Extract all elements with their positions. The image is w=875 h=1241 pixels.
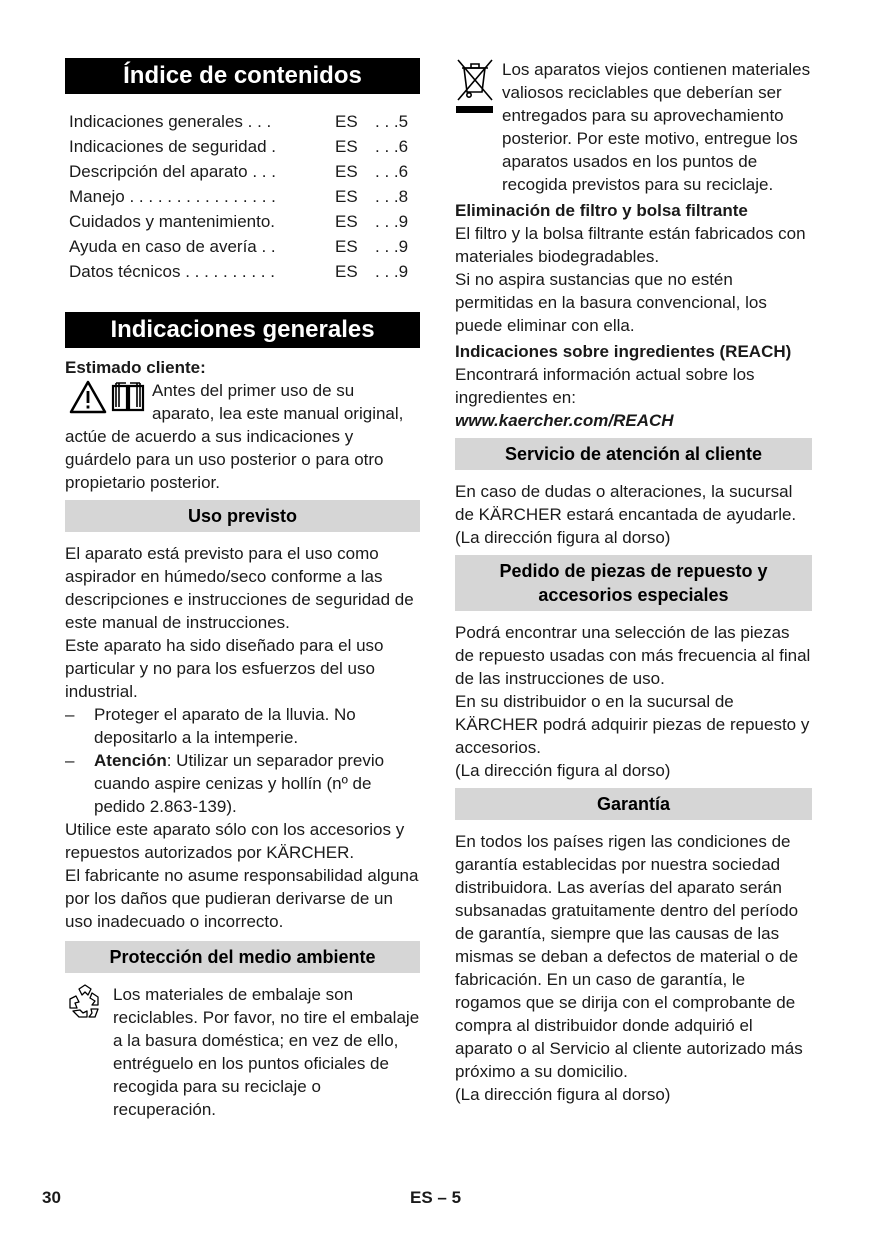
toc-page: . . .6 — [375, 137, 409, 156]
toc-lang: ES — [335, 262, 358, 281]
toc-row[interactable] — [69, 184, 420, 209]
toc-lang: ES — [335, 237, 358, 256]
toc-row[interactable] — [69, 234, 420, 259]
warranty-p2: (La dirección figura al dorso) — [455, 1085, 671, 1104]
toc-page: . . .9 — [375, 212, 409, 231]
bullet-dash: – — [65, 705, 75, 724]
toc-row[interactable] — [69, 259, 420, 284]
toc-label: Indicaciones de seguridad . — [69, 137, 276, 156]
environment-title: Protección del medio ambiente — [65, 941, 420, 973]
bullet-text — [94, 749, 420, 818]
toc-page: . . .8 — [375, 187, 409, 206]
toc-label: Manejo . . . . . . . . . . . . . . . . — [69, 187, 276, 206]
toc-label: Cuidados y mantenimiento. — [69, 212, 276, 231]
intended-use-title: Uso previsto — [65, 500, 420, 532]
list-item — [65, 703, 420, 749]
weee-bin-icon — [455, 58, 502, 196]
toc-row[interactable] — [69, 209, 420, 234]
reach-title: Indicaciones sobre ingredientes (REACH) — [455, 342, 792, 361]
parts-p3: (La dirección figura al dorso) — [455, 761, 671, 780]
intro-block — [65, 379, 420, 494]
reach-link[interactable]: www.kaercher.com/REACH — [455, 411, 674, 430]
filter-title: Eliminación de filtro y bolsa filtrante — [455, 201, 748, 220]
intended-use-p2: Este aparato ha sido diseñado para el uso particular y no para los esfuerzos del uso industrial. — [65, 636, 384, 701]
intended-use-p1: El aparato está previsto para el uso como aspirador en húmedo/seco conforme a las descripciones e instrucciones de seguridad de este manual de instrucciones. — [65, 544, 414, 632]
toc-label: Indicaciones generales . . . — [69, 112, 272, 131]
toc-lang: ES — [335, 212, 358, 231]
toc-label: Datos técnicos . . . . . . . . . . — [69, 262, 275, 281]
toc-lang: ES — [335, 112, 358, 131]
intended-use-p4: El fabricante no asume responsabilidad alguna por los daños que pudieran derivarse de un uso inadecuado o incorrecto. — [65, 866, 419, 931]
toc-lang: ES — [335, 187, 358, 206]
section-page: – 5 — [437, 1188, 462, 1207]
service-p2: (La dirección figura al dorso) — [455, 528, 671, 547]
bullet-text: Proteger el aparato de la lluvia. No depositarlo a la intemperie. — [94, 705, 356, 747]
parts-p1: Podrá encontrar una selección de las piezas de repuesto usadas con más frecuencia al final de las instrucciones de uso. — [455, 623, 811, 688]
parts-title: Pedido de piezas de repuesto y accesorios especiales — [455, 555, 812, 611]
attention-label: Atención — [94, 751, 167, 770]
weee-block — [455, 58, 812, 196]
toc-page: . . .9 — [375, 262, 409, 281]
toc-label: Descripción del aparato . . . — [69, 162, 276, 181]
right-column — [455, 58, 812, 1106]
filter-p1: El filtro y la bolsa filtrante están fabricados con materiales biodegradables. — [455, 224, 806, 266]
intended-use-p3: Utilice este aparato sólo con los accesorios y repuestos autorizados por KÄRCHER. — [65, 820, 405, 862]
toc-lang: ES — [335, 137, 358, 156]
intro-text: Antes del primer uso de su aparato, lea este manual original, actúe de acuerdo a sus indicaciones y guárdelo para un uso posterior o para otro propietario posterior. — [65, 381, 404, 492]
bullet-dash: – — [65, 751, 75, 770]
toc-label: Ayuda en caso de avería . . — [69, 237, 276, 256]
intro-icons — [69, 380, 146, 414]
toc-title: Índice de contenidos — [65, 58, 420, 94]
toc-lang: ES — [335, 162, 358, 181]
recycle-block — [65, 983, 420, 1121]
page-number: 30 — [42, 1188, 61, 1207]
section-code: ES — [410, 1188, 433, 1207]
toc-row[interactable] — [69, 159, 420, 184]
left-column — [65, 58, 420, 1121]
attention-text: : Utilizar un separador previo cuando aspire cenizas y hollín (nº de pedido 2.863-139). — [94, 751, 385, 816]
recycle-icon — [65, 983, 113, 1121]
section-footer — [410, 1186, 461, 1209]
list-item — [65, 749, 420, 818]
parts-p2: En su distribuidor o en la sucursal de KÄRCHER podrá adquirir piezas de repuesto y accesorios. — [455, 692, 810, 757]
toc-row[interactable] — [69, 109, 420, 134]
greeting: Estimado cliente: — [65, 358, 206, 377]
warranty-title: Garantía — [455, 788, 812, 820]
toc-row[interactable] — [69, 134, 420, 159]
toc-page: . . .5 — [375, 112, 409, 131]
service-p1: En caso de dudas o alteraciones, la sucursal de KÄRCHER estará encantada de ayudarle. — [455, 482, 797, 524]
warning-triangle-icon — [69, 380, 107, 414]
reach-text: Encontrará información actual sobre los ingredientes en: — [455, 365, 755, 407]
recycle-text: Los materiales de embalaje son reciclables. Por favor, no tire el embalaje a la basura doméstica; en vez de ello, entréguelo en los puntos oficiales de recogida para su reciclaje o recuperación. — [113, 985, 420, 1119]
general-title: Indicaciones generales — [65, 312, 420, 348]
toc-page: . . .6 — [375, 162, 409, 181]
toc-page: . . .9 — [375, 237, 409, 256]
filter-p2: Si no aspira sustancias que no estén permitidas en la basura convencional, los puede eliminar con ella. — [455, 270, 767, 335]
service-title: Servicio de atención al cliente — [455, 438, 812, 470]
weee-text: Los aparatos viejos contienen materiales valiosos reciclables que deberían ser entregados para su aprovechamiento posterior. Por este motivo, entregue los aparatos usados en los puntos de recogida previstos para su reciclaje. — [502, 60, 811, 194]
manual-book-icon — [110, 380, 146, 414]
table-of-contents — [69, 109, 420, 284]
warranty-p1: En todos los países rigen las condiciones de garantía establecidas por nuestra sociedad distribuidora. Las averías del aparato serán subsanadas gratuitamente dentro del período de garantía, siempre que las causas de las mismas se deban a defectos de material o de fabricación. En un caso de garantía, le rogamos que se dirija con el comprobante de compra al distribuidor donde adquirió el aparato o al Servicio al cliente autorizado más próximo a su domicilio. — [455, 832, 803, 1081]
